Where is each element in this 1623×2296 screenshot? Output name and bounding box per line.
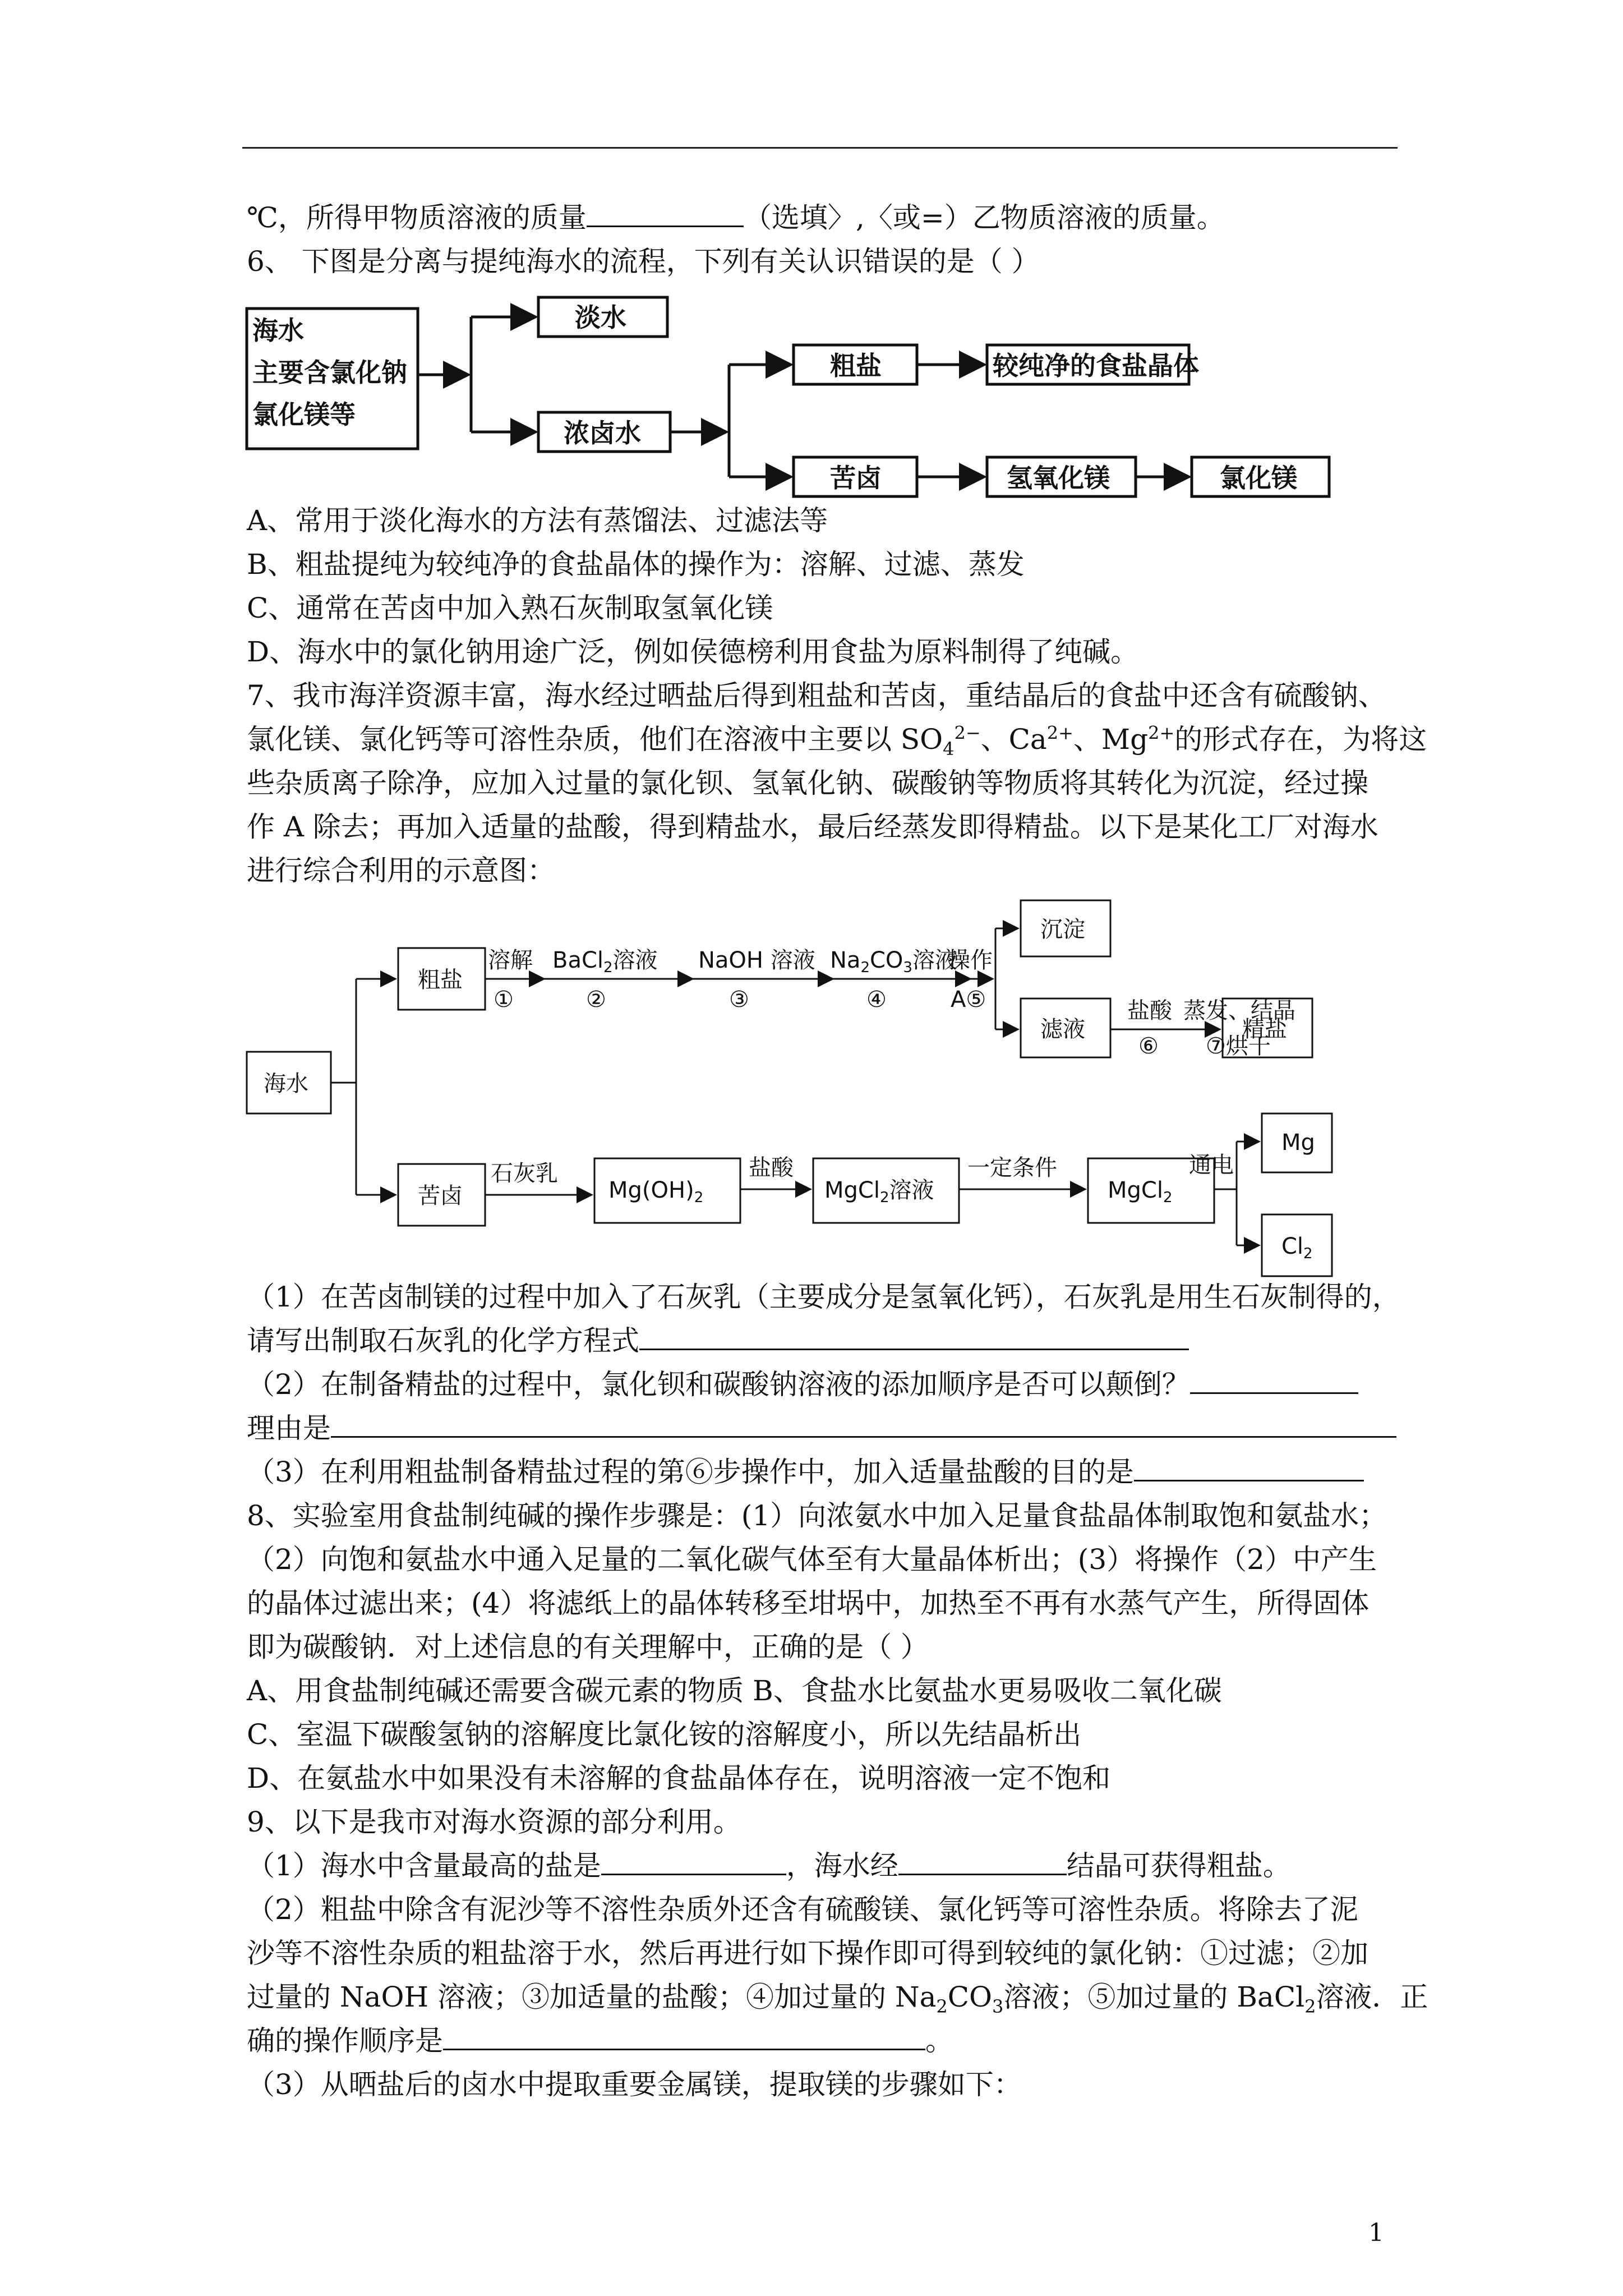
chemical-plant-diagram [241,892,1363,1285]
question-8-line3: 的晶体过滤出来；(4）将滤纸上的晶体转移至坩埚中，加热至不再有水蒸气产生，所得固体 [247,1587,1370,1619]
answer-blank[interactable] [443,2024,925,2050]
label-bittern: 苦卤 [830,463,882,493]
label-step7a: 蒸发、结晶 [1183,998,1295,1024]
part-3: （3）在利用粗盐制备精盐过程的第⑥步操作中，加入适量盐酸的目的是 [247,1455,1364,1489]
question-7-line1: 7、我市海洋资源丰富，海水经过晒盐后得到粗盐和苦卤，重结晶后的食盐中还含有硫酸钠、 [247,679,1386,712]
label-step7b: ⑦烘干 [1206,1033,1271,1059]
part-1-line2: 请写出制取石灰乳的化学方程式 [247,1324,1189,1358]
label-seawater-mg: 氯化镁等 [252,399,356,430]
label-mgcl2: MgCl$_2$ [1108,1177,1173,1206]
question-9-part2-line2: 沙等不溶性杂质的粗盐溶于水，然后再进行如下操作即可得到较纯的氯化钠：①过滤；②加 [247,1937,1368,1970]
option-6c: C、通常在苦卤中加入熟石灰制取氢氧化镁 [247,592,773,624]
label-step4: $Na_2CO_3$溶液 [830,947,957,976]
option-8c: C、室温下碳酸氢钠的溶解度比氯化铵的溶解度小，所以先结晶析出 [247,1718,1082,1751]
answer-blank[interactable] [331,1411,1396,1438]
label-mgoh2: 氢氧化镁 [1007,463,1110,493]
label-bittern: 苦卤 [418,1183,463,1209]
label-electrolysis: 通电 [1189,1152,1234,1178]
label-fresh-water: 淡水 [575,302,626,333]
question-7-line4: 作 A 除去；再加入适量的盐酸，得到精盐水，最后经蒸发即得精盐。以下是某化工厂对海水 [247,811,1378,843]
part-1-line1: （1）在苦卤制镁的过程中加入了石灰乳（主要成分是氢氧化钙），石灰乳是用生石灰制得的， [247,1281,1400,1313]
text-line: ℃，所得甲物质溶液的质量 （选填〉,〈或=）乙物质溶液的质量。 [247,201,1225,234]
part-2-line1: （2）在制备精盐的过程中，氯化钡和碳酸钠溶液的添加顺序是否可以颠倒？ [247,1368,1358,1401]
header-rule [242,147,1398,149]
question-9-part2-line3: 过量的 NaOH 溶液；③加适量的盐酸；④加过量的 $Na_2CO_3$溶液；⑤加过量的 BaCl$_2$溶液．正 [247,1981,1428,2017]
question-9-part2-line1: （2）粗盐中除含有泥沙等不溶性杂质外还含有硫酸镁、氯化钙等可溶性杂质。将除去了泥 [247,1893,1358,1926]
part-2-line2: 理由是 [247,1411,1396,1445]
label-step6-num: ⑥ [1138,1033,1159,1059]
label-lime-milk: 石灰乳 [491,1161,558,1186]
question-8-line1: 8、实验室用食盐制纯碱的操作步骤是：(1）向浓氨水中加入足量食盐晶体制取饱和氨盐水； [247,1499,1387,1532]
label-step3-num: ③ [729,987,749,1013]
label-seawater-main: 主要含氯化钠 [252,357,407,388]
label-brine: 浓卤水 [564,418,641,448]
label-mg: Mg [1281,1130,1315,1156]
question-7-line3: 些杂质离子除净，应加入过量的氯化钡、氢氧化钠、碳酸钠等物质将其转化为沉淀，经过操 [247,767,1368,799]
page-number: 1 [1368,2219,1384,2247]
question-9: 9、以下是我市对海水资源的部分利用。 [247,1806,741,1838]
label-cl2: $Cl_2$ [1281,1234,1313,1262]
label-mgoh2: $Mg(OH)_2$ [608,1177,704,1206]
label-condition: 一定条件 [967,1155,1057,1181]
question-9-part1: （1）海水中含量最高的盐是 ，海水经 结晶可获得粗盐。 [247,1849,1291,1882]
label-step3: NaOH 溶液 [698,947,815,973]
label-filtrate: 滤液 [1040,1016,1085,1042]
label-step2-num: ② [586,987,606,1013]
label-pure-salt: 较纯净的食盐晶体 [993,351,1199,381]
answer-blank[interactable] [1134,1455,1364,1481]
label-crude-salt: 粗盐 [418,967,463,993]
option-6b: B、粗盐提纯为较纯净的食盐晶体的操作为：溶解、过滤、蒸发 [247,548,1025,581]
question-9-part2-line4: 确的操作顺序是 。 [247,2024,953,2057]
label-crude-salt: 粗盐 [830,351,882,381]
label-step4-num: ④ [866,987,887,1013]
answer-blank[interactable] [1190,1368,1358,1394]
label-mgcl2-solution: MgCl$_2$溶液 [824,1177,934,1206]
option-6a: A、常用于淡化海水的方法有蒸馏法、过滤法等 [247,504,828,537]
question-7-line5: 进行综合利用的示意图： [247,854,555,887]
label-refined-salt: 精盐 [1242,1016,1287,1042]
question-7-line2: 氯化镁、氯化钙等可溶性杂质，他们在溶液中主要以 $SO_4^{2-}$、$Ca^{2+}$、$Mg^{2+}$的形式存在，为将这 [247,722,1427,760]
answer-blank[interactable] [601,1849,786,1875]
answer-blank[interactable] [898,1849,1067,1875]
label-step6: 盐酸 [1127,998,1172,1024]
question-9-part3: （3）从晒盐后的卤水中提取重要金属镁，提取镁的步骤如下： [247,2068,1022,2101]
label-step2: BaCl$_2$溶液 [552,947,658,976]
label-precipitate: 沉淀 [1040,917,1085,942]
question-8-line2: （2）向饱和氨盐水中通入足量的二氧化碳气体至有大量晶体析出；(3）将操作（2）中产生 [247,1543,1377,1576]
seawater-flow-diagram [241,292,1340,505]
question-8-line4: 即为碳酸钠．对上述信息的有关理解中，正确的是（ ） [247,1631,929,1663]
label-mgcl2: 氯化镁 [1220,463,1297,493]
label-seawater: 海水 [264,1071,308,1097]
label-seawater: 海水 [252,315,304,346]
answer-blank[interactable] [639,1324,1189,1350]
label-step5-num: A⑤ [951,987,986,1013]
label-hcl: 盐酸 [749,1155,794,1181]
option-6d: D、海水中的氯化钠用途广泛，例如侯德榜利用食盐为原料制得了纯碱。 [247,636,1139,668]
label-step1: 溶解 [488,947,533,973]
option-8d: D、在氨盐水中如果没有未溶解的食盐晶体存在，说明溶液一定不饱和 [247,1762,1111,1795]
answer-blank[interactable] [587,201,744,227]
option-8ab: A、用食盐制纯碱还需要含碳元素的物质 B、食盐水比氨盐水更易吸收二氧化碳 [247,1674,1222,1707]
label-step5: 操作 [948,947,993,973]
label-step1-num: ① [494,987,514,1013]
question-6: 6、 下图是分离与提纯海水的流程，下列有关认识错误的是（ ） [247,245,1040,278]
